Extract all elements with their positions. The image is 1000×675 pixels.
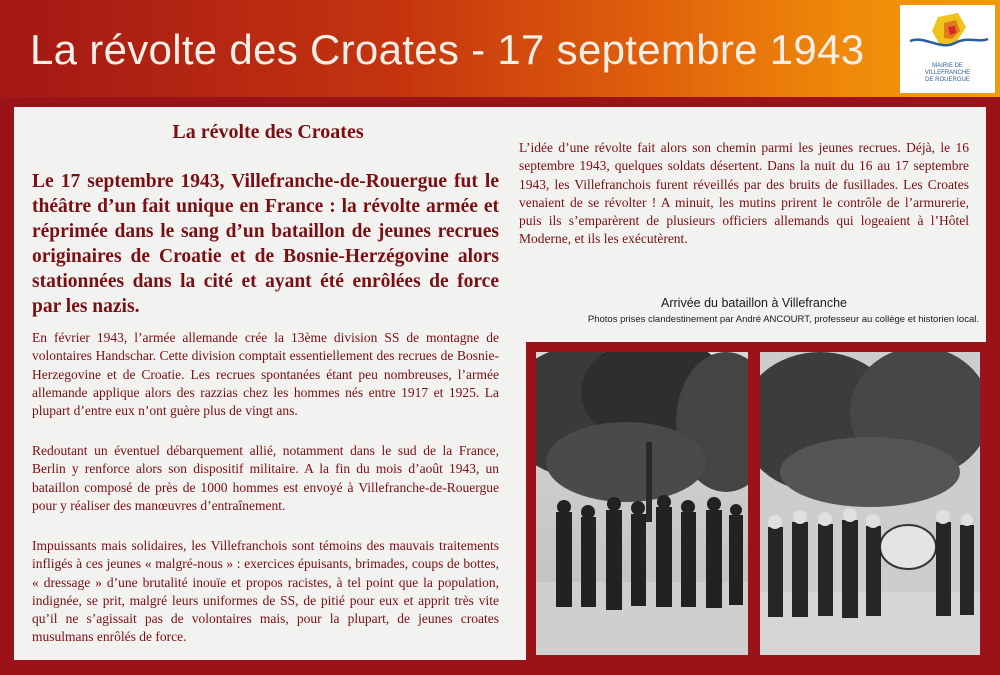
- logo-emblem-icon: [900, 5, 995, 65]
- photo-soldiers-marching-left: [536, 352, 748, 655]
- section-title: La révolte des Croates: [172, 121, 364, 143]
- logo-line-2: VILLEFRANCHE: [924, 70, 971, 76]
- photo-credit: Photos prises clandestinement par André ANCOURT, professeur au collège et historien local.: [587, 314, 979, 325]
- lead-paragraph: Le 17 septembre 1943, Villefranche-de-Rouergue fut le théâtre d’un fait unique en France : la révolte armée et réprimée dans le sang d’un bataillon de jeunes recrues originaires de Croatie et de Bosnie-Herzégovine alors stationnées dans la cité et ayant été enrôlées de force par les nazis.: [32, 171, 499, 317]
- logo-line-1: MAIRIE DE: [932, 63, 963, 69]
- body-paragraph-1: En février 1943, l’armée allemande crée la 13ème division SS de montagne de volontaires Handschar. Cette division comptait essentiellement des recrues de Bosnie-Herzegovine et de Croatie. Les recrues spontanées étant peu nombreuses, l’armée allemande applique alors des razzias chez les hommes nés entre 1917 et 1925. La plupart d’entre eux n’ont guère plus de vingt ans.: [32, 330, 499, 419]
- header-banner: [0, 0, 1000, 97]
- body-paragraph-2: Redoutant un éventuel débarquement allié, notamment dans le sud de la France, Berlin y renforce alors son dispositif militaire. A la fin du mois d’août 1943, un bataillon composé de près de 1000 hommes est envoyé à Villefranche-de-Rouergue pour y réaliser des manœuvres d’entraînement.: [32, 443, 499, 513]
- right-paragraph: L’idée d’une révolte fait alors son chemin parmi les jeunes recrues. Déjà, le 16 septembre 1943, quelques soldats désertent. Dans la nuit du 16 au 17 septembre 1943, les Villefranchois furent réveillés par des bruits de fusillades. Les Croates venaient de se révolter ! A minuit, les mutins prirent le contrôle de l’armurerie, puis ils s’emparèrent de plusieurs officiers allemands qui logeaient à l’Hôtel Moderne, et ils les exécutèrent.: [519, 140, 969, 247]
- photo-caption: Arrivée du bataillon à Villefranche: [661, 296, 847, 310]
- page-title: La révolte des Croates - 17 septembre 1943: [30, 26, 865, 73]
- logo-text: [900, 63, 995, 84]
- photo-soldiers-marching-right: [760, 352, 980, 655]
- logo-line-3: DE ROUERGUE: [925, 77, 970, 83]
- mairie-logo: [900, 5, 995, 93]
- body-paragraph-3: Impuissants mais solidaires, les Villefranchois sont témoins des mauvais traitements infligés à ces jeunes « malgré-nous » : exercices épuisants, brimades, coups de bottes, « dressage » d’une brutalité inouïe et propos racistes, à tel point que la population, indignée, se prit, malgré leurs uniformes de SS, de pitié pour eux et apprit très vite qu’il ne s’agissait pas de volontaires mais, pour la plupart, de jeunes croates musulmans enrôlés de force.: [32, 538, 499, 645]
